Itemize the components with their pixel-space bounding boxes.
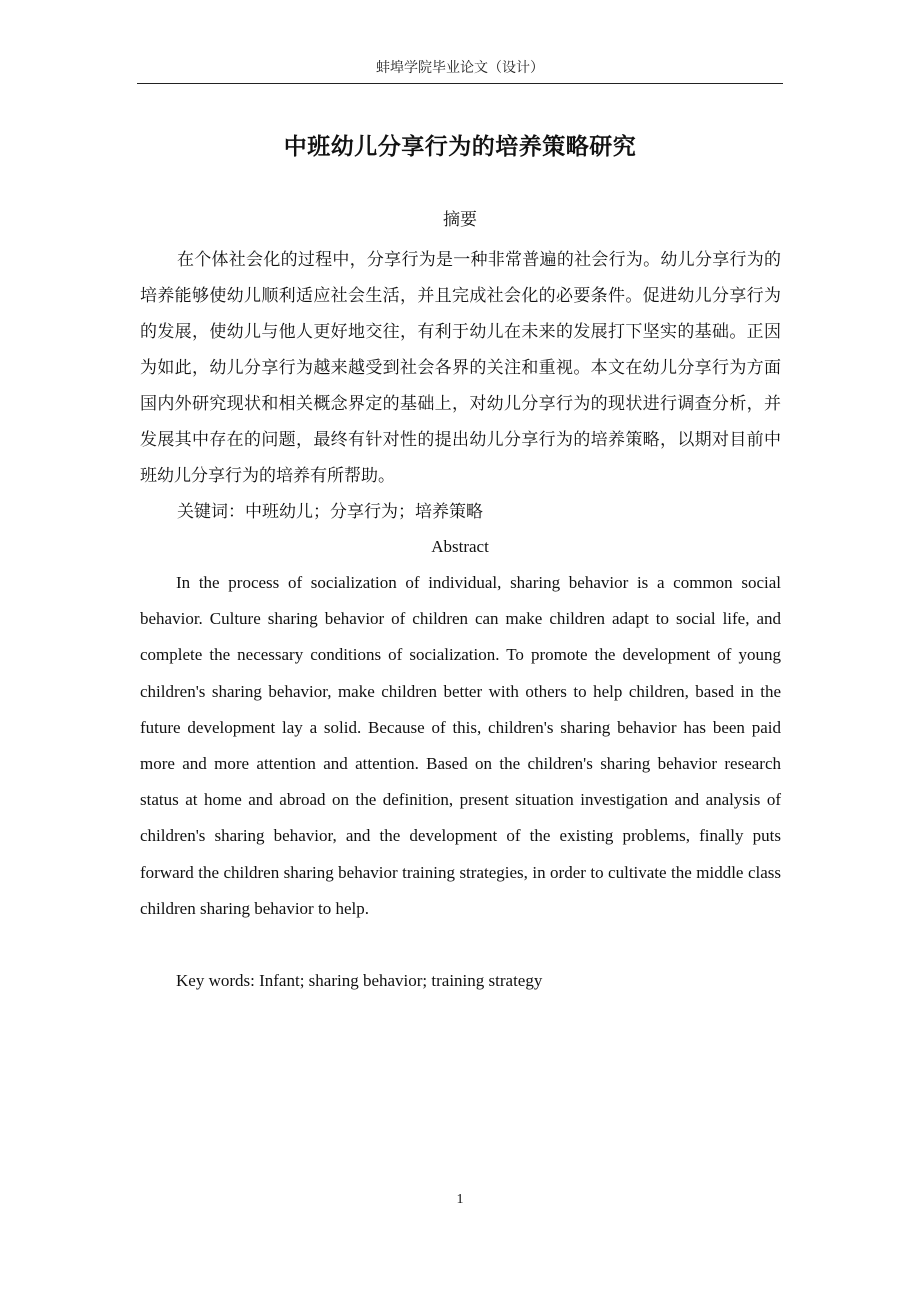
page-number: 1 — [456, 1192, 464, 1207]
abstract-heading-chinese: 摘要 — [443, 210, 477, 230]
header-divider — [137, 83, 783, 84]
abstract-body-chinese: 在个体社会化的过程中，分享行为是一种非常普遍的社会行为。幼儿分享行为的培养能够使幼儿顺利适应社会生活，并且完成社会化的必要条件。促进幼儿分享行为的发展，使幼儿与他人更好地交往，有利于幼儿在未来的发展打下坚实的基础。正因为如此，幼儿分享行为越来越受到社会各界的关注和重视。本文在幼儿分享行为方面国内外研究现状和相关概念界定的基础上，对幼儿分享行为的现状进行调查分析，并发展其中存在的问题，最终有针对性的提出幼儿分享行为的培养策略，以期对目前中班幼儿分享行为的培养有所帮助。 — [140, 250, 781, 486]
thesis-title: 中班幼儿分享行为的培养策略研究 — [283, 134, 637, 160]
keywords-english: Key words: Infant; sharing behavior; training strategy — [176, 971, 543, 990]
abstract-heading-english: Abstract — [431, 537, 489, 556]
keywords-chinese: 关键词：中班幼儿；分享行为；培养策略 — [177, 502, 483, 522]
abstract-body-english: In the process of socialization of individual, sharing behavior is a common social behavior. Culture sharing behavior of children can make children adapt to social life, and complete the necessary conditions of socialization. To promote the development of young children's sharing behavior, make children better with others to help children, based in the future development lay a solid. Because of this, children's sharing behavior has been paid more and more attention and attention. Based on the children's sharing behavior research status at home and abroad on the definition, present situation investigation and analysis of children's sharing behavior, and the development of the existing problems, finally puts forward the children sharing behavior training strategies, in order to cultivate the middle class children sharing behavior to help. — [140, 573, 781, 918]
running-header: 蚌埠学院毕业论文（设计） — [376, 60, 544, 76]
